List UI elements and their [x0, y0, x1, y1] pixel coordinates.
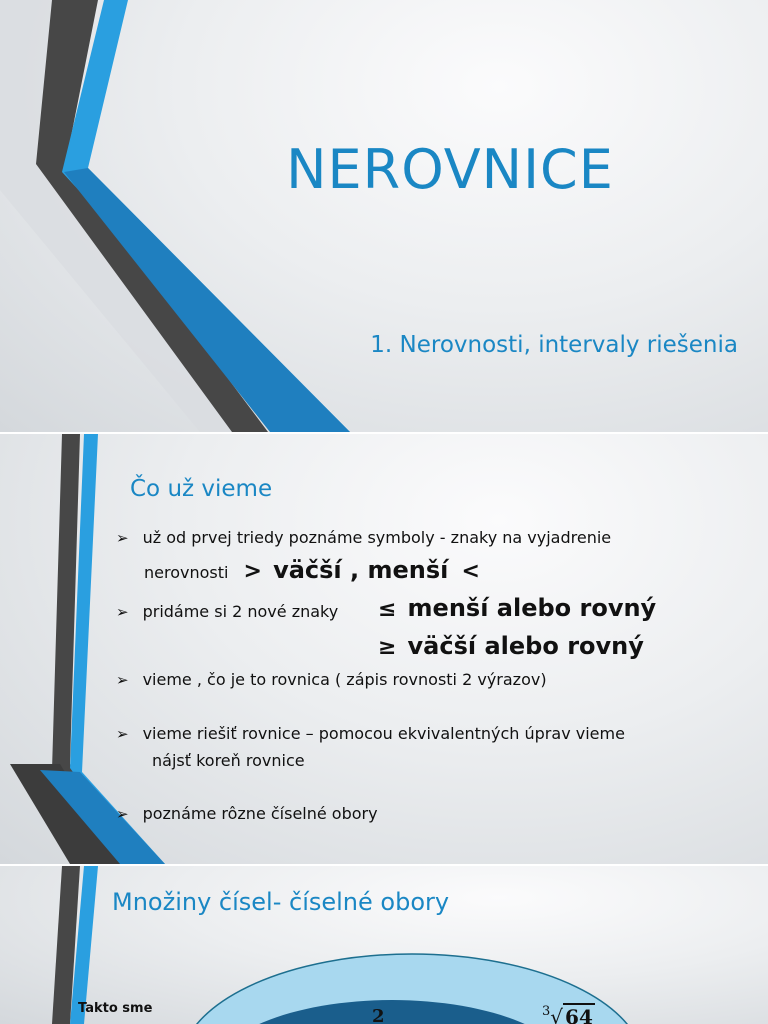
- what-we-know-slide: [0, 434, 768, 864]
- root-index: 3: [542, 1004, 551, 1019]
- bullet-arrow-icon: ➢: [116, 671, 129, 689]
- greater-or-equal-line: [378, 632, 644, 660]
- math-number: 2: [372, 1006, 385, 1024]
- radical-icon: √: [550, 1005, 564, 1024]
- bullet-new-symbols: [116, 602, 338, 621]
- bullet-emphasis: menší alebo rovný: [407, 594, 657, 622]
- bullet-arrow-icon: ➢: [116, 805, 129, 823]
- bullet-text: vieme riešiť rovnice – pomocou ekvivalentných úprav vieme: [142, 724, 625, 743]
- cube-root-expression: [542, 1004, 595, 1024]
- slide-heading: Množiny čísel- číselné obory: [112, 888, 450, 916]
- bullet-arrow-icon: ➢: [116, 603, 129, 621]
- bullet-equation: [116, 670, 547, 689]
- bullet-solve-equations: [116, 724, 625, 743]
- presentation-subtitle: 1. Nerovnosti, intervaly riešenia: [370, 332, 738, 358]
- slide-heading: Čo už vieme: [130, 476, 273, 502]
- bullet-solve-equations-line2: nájsť koreň rovnice: [152, 751, 305, 770]
- less-than-symbol: <: [461, 559, 480, 584]
- bullet-number-domains: [116, 804, 378, 823]
- less-or-equal-line: [378, 594, 656, 622]
- bullet-text: nerovnosti: [144, 563, 229, 582]
- side-note: Takto sme: [78, 1001, 153, 1016]
- greater-or-equal-symbol: ≥: [378, 635, 397, 660]
- bullet-text: poznáme rôzne číselné obory: [142, 804, 378, 823]
- bullet-emphasis: väčší , menší: [273, 556, 449, 584]
- decorative-stripes: [0, 0, 768, 432]
- bullet-symbols: [116, 528, 611, 547]
- bullet-text: vieme , čo je to rovnica ( zápis rovnosti 2 výrazov): [142, 670, 547, 689]
- presentation-title: NEROVNICE: [286, 138, 614, 201]
- number-sets-slide: [0, 866, 768, 1024]
- bullet-text: pridáme si 2 nové znaky: [142, 602, 339, 621]
- bullet-emphasis: väčší alebo rovný: [407, 632, 644, 660]
- bullet-symbols-line2: [144, 556, 480, 584]
- bullet-arrow-icon: ➢: [116, 529, 129, 547]
- root-radicand: 64: [563, 1003, 595, 1024]
- greater-than-symbol: >: [243, 559, 262, 584]
- title-slide: [0, 0, 768, 432]
- less-or-equal-symbol: ≤: [378, 597, 397, 622]
- bullet-arrow-icon: ➢: [116, 725, 129, 743]
- bullet-text: už od prvej triedy poznáme symboly - znaky na vyjadrenie: [142, 528, 612, 547]
